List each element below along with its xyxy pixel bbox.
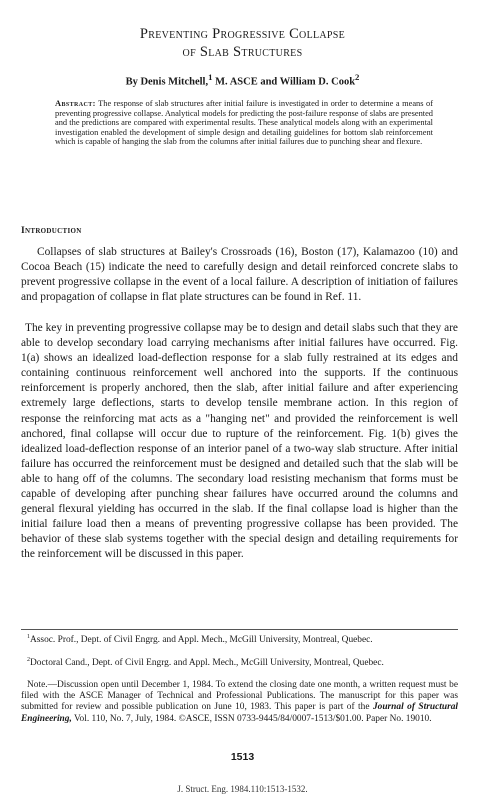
body-paragraph-2: The key in preventing progressive collapse may be to design and detail slabs such that they are able to develop secondary load carrying mechanisms after initial failures have occurred. Fig. 1(a) shows an idealized load-deflection response for a slab fully restrained at its edges and containing continuous reinforcement well anchored into the supports. If the continuous reinforcement is properly anchored, then the slab, after initial failure and after experiencing extremely large deflections, starts to develop tensile membrane action. In this region of response the reinforcing mat acts as a "hanging net" and provided the reinforcement is well anchored, final collapse will occur due to rupture of the reinforcement. Fig. 1(b) gives the idealized load-deflection response of an interior panel of a two-way slab structure. After initial failure has occurred the reinforcement must be designed and detailed such that the slab will be able to hang off of the columns. The secondary load resisting mechanism that forms must be capable of developing after punching shear failures have occurred around the columns and general flexural yielding has occurred in the slab. If the final collapse load is higher than the initial failure load then a means of preventing progressive collapse has been provided. The behavior of these slab systems together with the special design and detailing requirements for the reinforcement will be discussed in this paper. bbox=[21, 322, 458, 561]
note-text-start: Note.—Discussion open until December 1, 1984. To extend the closing date one month, a written request must be filed with the ASCE Manager of Technical and Professional Publications. The manuscript for this paper was submitted for review and possible publication on June 10, 1983. This paper is part of the bbox=[21, 680, 458, 713]
author-line bbox=[0, 72, 485, 88]
discussion-note bbox=[21, 680, 458, 725]
abstract-label: Abstract: bbox=[55, 99, 96, 108]
footnote-2 bbox=[21, 655, 458, 669]
abstract bbox=[55, 99, 433, 147]
note-text-end: Vol. 110, No. 7, July, 1984. ©ASCE, ISSN 0733-9445/84/0007-1513/$01.00. Paper No. 19010. bbox=[71, 713, 432, 724]
page-number: 1513 bbox=[230, 751, 255, 763]
footnote-2-mark: 2 bbox=[27, 657, 30, 663]
author-1-footnote-mark: 1 bbox=[208, 72, 213, 82]
paper-title-line-1: Preventing Progressive Collapse bbox=[139, 26, 346, 42]
footnote-divider bbox=[21, 629, 458, 630]
section-heading-introduction: Introduction bbox=[21, 226, 82, 236]
footnote-1-mark: 1 bbox=[27, 634, 30, 640]
journal-name: Journal of Structural Engineering, bbox=[21, 702, 459, 724]
footnote-1 bbox=[21, 632, 458, 646]
footnote-2-text: Doctoral Cand., Dept. of Civil Engrg. and Appl. Mech., McGill University, Montreal, Quebec. bbox=[30, 658, 384, 669]
author-2-name: M. ASCE and William D. Cook bbox=[212, 76, 356, 88]
footnote-1-text: Assoc. Prof., Dept. of Civil Engrg. and Appl. Mech., McGill University, Montreal, Quebec. bbox=[30, 635, 373, 646]
paper-title-line-2: of Slab Structures bbox=[182, 44, 303, 60]
body-paragraph-1: Collapses of slab structures at Bailey's Crossroads (16), Boston (17), Kalamazoo (10) and Cocoa Beach (15) indicate the need to carefully design and detail reinforced concrete slabs to prevent progressive collapse in the event of a local failure. A description of initiation of failures and propagation of collapse in flat plate structures can be found in Ref. 11. bbox=[21, 246, 458, 304]
author-2-footnote-mark: 2 bbox=[355, 72, 360, 82]
author-1-name: By Denis Mitchell, bbox=[125, 76, 209, 88]
abstract-text: The response of slab structures after initial failure is investigated in order to determine a means of preventing progressive collapse. Analytical models for predicting the post-failure response of slabs are presented and the predictions are compared with experimental results. These analytical models along with an experimental investigation enabled the development of simple design and detailing guidelines for bottom slab reinforcement which is capable of hanging the slab from the columns after initial failures due to punching shear and flexure. bbox=[55, 99, 433, 147]
citation-footer: J. Struct. Eng. 1984.110:1513-1532. bbox=[177, 784, 308, 794]
